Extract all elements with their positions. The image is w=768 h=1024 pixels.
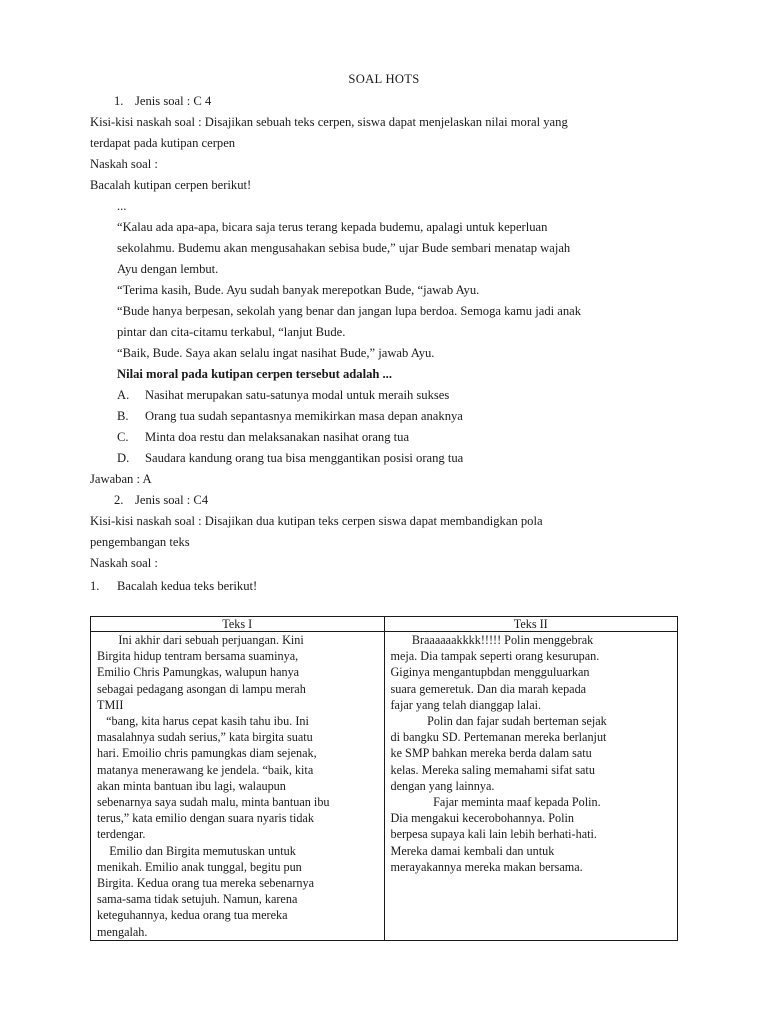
- teks1-line: sama-sama tidak setujuh. Namun, karena: [97, 892, 298, 907]
- q1-instruction: Bacalah kutipan cerpen berikut!: [90, 178, 252, 192]
- teks2-line: Polin dan fajar sudah berteman sejak: [390, 714, 607, 729]
- q1-option-d-letter: D.: [117, 451, 130, 465]
- q2-kisi-kisi-line1: Kisi-kisi naskah soal : Disajikan dua kutipan teks cerpen siswa dapat membandigkan pola: [90, 514, 543, 528]
- teks1-line: Ini akhir dari sebuah perjuangan. Kini: [97, 633, 304, 647]
- q1-question: Nilai moral pada kutipan cerpen tersebut adalah ...: [117, 367, 392, 381]
- teks1-cell: [91, 632, 385, 941]
- teks1-line: terus,” kata emilio dengan suara nyaris tidak: [97, 811, 314, 826]
- q1-option-a-text: Nasihat merupakan satu-satunya modal untuk meraih sukses: [145, 388, 450, 402]
- teks2-line: kelas. Mereka saling memahami sifat satu: [390, 762, 595, 777]
- teks2-line: Mereka damai kembali dan untuk: [390, 843, 555, 858]
- teks1-line: Birgita. Kedua orang tua mereka sebenarnya: [97, 876, 315, 891]
- teks2-line: Dia mengakui kecerobohannya. Polin: [390, 811, 574, 826]
- teks1-header: Teks I: [91, 617, 385, 632]
- teks1-line: terdengar.: [97, 827, 146, 842]
- teks2-line: fajar yang telah dianggap lalai.: [390, 697, 542, 712]
- q1-story-line: Ayu dengan lembut.: [117, 262, 219, 276]
- q1-kisi-kisi-line1: Kisi-kisi naskah soal : Disajikan sebuah teks cerpen, siswa dapat menjelaskan nilai moral yang: [90, 115, 568, 129]
- teks2-header: Teks II: [384, 617, 678, 632]
- q1-jenis-soal: Jenis soal : C 4: [135, 94, 212, 108]
- teks1-line: matanya menerawang ke jendela. “baik, kita: [97, 762, 314, 777]
- q1-answer: Jawaban : A: [90, 472, 152, 486]
- teks2-line: ke SMP bahkan mereka berda dalam satu: [390, 746, 592, 761]
- table-header-row: [91, 617, 678, 632]
- q1-story-line: “Bude hanya berpesan, sekolah yang benar dan jangan lupa berdoa. Semoga kamu jadi anak: [117, 304, 582, 318]
- table-row: [91, 632, 678, 941]
- q1-number: 1.: [114, 94, 124, 108]
- teks2-line: merayakannya mereka makan bersama.: [390, 859, 583, 874]
- teks1-line: hari. Emoilio chris pamungkas diam sejenak,: [97, 746, 317, 761]
- q1-story-line: “Terima kasih, Bude. Ayu sudah banyak merepotkan Bude, “jawab Ayu.: [117, 283, 480, 297]
- q1-naskah-label: Naskah soal :: [90, 157, 158, 171]
- teks2-line: Fajar meminta maaf kepada Polin.: [390, 795, 601, 810]
- teks1-line: menikah. Emilio anak tunggal, begitu pun: [97, 859, 302, 874]
- teks1-line: sebagai pedagang asongan di lampu merah: [97, 681, 306, 696]
- teks2-line: Giginya mengantupbdan mengguluarkan: [390, 665, 590, 680]
- q1-option-b-letter: B.: [117, 409, 129, 423]
- teks1-line: Birgita hidup tentram bersama suaminya,: [97, 649, 299, 664]
- comparison-table: [90, 616, 678, 941]
- q1-option-a-letter: A.: [117, 388, 130, 402]
- teks2-line: Braaaaaakkkk!!!!! Polin menggebrak: [390, 633, 594, 647]
- q1-kisi-kisi-line2: terdapat pada kutipan cerpen: [90, 136, 236, 150]
- q1-option-c-text: Minta doa restu dan melaksanakan nasihat orang tua: [145, 430, 410, 444]
- q1-option-d-text: Saudara kandung orang tua bisa menggantikan posisi orang tua: [145, 451, 464, 465]
- q1-option-b-text: Orang tua sudah sepantasnya memikirkan masa depan anaknya: [145, 409, 463, 423]
- teks1-line: sebenarnya saya sudah malu, minta bantuan ibu: [97, 795, 330, 810]
- teks2-line: suara gemeretuk. Dan dia marah kepada: [390, 681, 587, 696]
- teks1-line: mengalah.: [97, 924, 148, 939]
- q2-number: 2.: [114, 493, 124, 507]
- q1-story-line: pintar dan cita-citamu terkabul, “lanjut Bude.: [117, 325, 346, 339]
- teks1-line: akan minta bantuan ibu lagi, walaupun: [97, 778, 286, 793]
- teks2-line: dengan yang lainnya.: [390, 778, 495, 793]
- teks1-line: “bang, kita harus cepat kasih tahu ibu. Ini: [97, 714, 309, 729]
- q2-sub-number: 1.: [90, 579, 100, 593]
- q1-option-c-letter: C.: [117, 430, 129, 444]
- teks1-line: keteguhannya, kedua orang tua mereka: [97, 908, 288, 923]
- teks1-line: Emilio dan Birgita memutuskan untuk: [97, 843, 296, 858]
- teks1-line: TMII: [97, 697, 124, 712]
- teks2-line: meja. Dia tampak seperti orang kesurupan.: [390, 649, 600, 664]
- teks2-line: berpesa supaya kali lain lebih berhati-hati.: [390, 827, 597, 842]
- q2-instruction: Bacalah kedua teks berikut!: [117, 579, 258, 593]
- q1-story-line: “Kalau ada apa-apa, bicara saja terus terang kepada budemu, apalagi untuk keperluan: [117, 220, 548, 234]
- q2-naskah-label: Naskah soal :: [90, 556, 158, 570]
- teks2-cell: [384, 632, 678, 941]
- q2-jenis-soal: Jenis soal : C4: [135, 493, 209, 507]
- teks1-line: masalahnya sudah serius,” kata birgita suatu: [97, 730, 313, 745]
- q2-kisi-kisi-line2: pengembangan teks: [90, 535, 190, 549]
- teks2-line: di bangku SD. Pertemanan mereka berlanjut: [390, 730, 607, 745]
- q1-story-line: “Baik, Bude. Saya akan selalu ingat nasihat Bude,” jawab Ayu.: [117, 346, 435, 360]
- q1-story-line: sekolahmu. Budemu akan mengusahakan sebisa bude,” ujar Bude sembari menatap wajah: [117, 241, 571, 255]
- page-title: SOAL HOTS: [348, 72, 420, 86]
- teks1-line: Emilio Chris Pamungkas, walupun hanya: [97, 665, 300, 680]
- q1-ellipsis: ...: [117, 199, 127, 213]
